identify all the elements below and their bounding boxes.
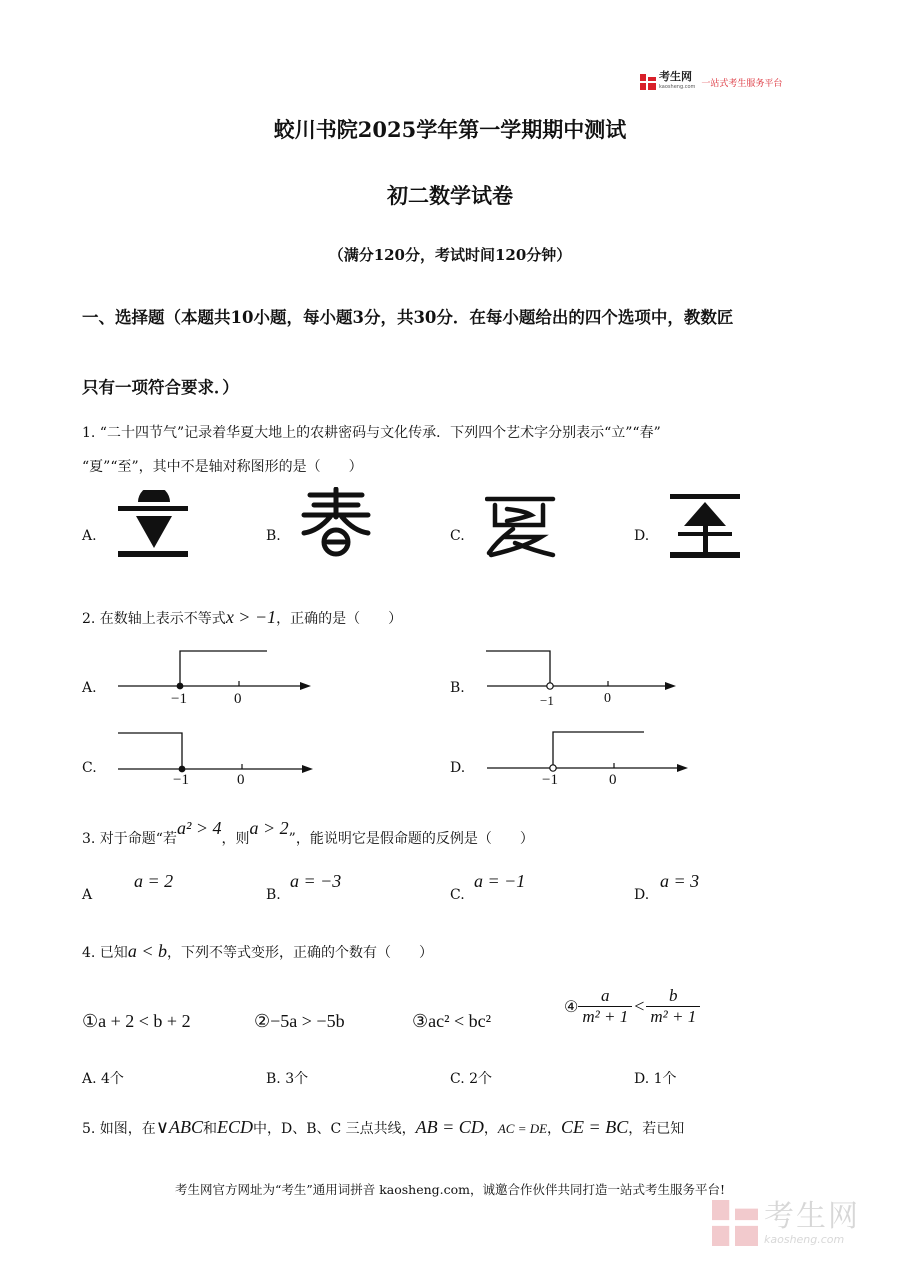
q5-triangle-ecd: ECD: [216, 1117, 253, 1137]
q1-option-b: B.: [266, 528, 281, 544]
q4-fraction-b: [646, 986, 700, 1027]
watermark-domain: kaosheng.com: [764, 1232, 845, 1246]
section-heading: 一、选择题（本题共10小题，每小题3分，共30分．在每小题给出的四个选项中，教数匠: [82, 308, 734, 327]
q4-fraction-a-den: m² + 1: [582, 1007, 629, 1026]
q1-stem: 1. “二十四节气”记录着华夏大地上的农耕密码与文化传承．下列四个艺术字分别表示“立”“春”: [82, 425, 661, 441]
q1-stem-cont: “夏”“至”，其中不是轴对称图形的是（ ）: [82, 459, 363, 475]
q4-fraction-b-num: b: [646, 986, 700, 1007]
q4-answer-a: A. 4个: [82, 1071, 124, 1087]
q5-eq2: AC = DE: [497, 1121, 548, 1136]
number-line-a: [115, 645, 315, 710]
q4-item-3: ③ac² < bc²: [412, 1011, 492, 1031]
exam-title: 蛟川书院2025学年第一学期期中测试: [273, 117, 627, 142]
q4-item-2: ②−5a > −5b: [254, 1011, 345, 1031]
q4-answer-c: C. 2个: [450, 1071, 493, 1087]
q3-stem-pre: 3. 对于命题“若: [82, 831, 177, 847]
q1-option-d: D.: [634, 528, 650, 544]
brand-domain: kaosheng.com: [659, 84, 696, 90]
brand-slogan: 一站式考生服务平台: [701, 78, 783, 89]
q3-label-d: D.: [634, 887, 650, 903]
q5-triangle-abc: ∨ABC: [155, 1117, 203, 1137]
q2-option-c: C.: [82, 760, 97, 776]
q2-stem: [82, 608, 402, 628]
number-line-d: [484, 728, 694, 788]
q4-item-1: ①a + 2 < b + 2: [82, 1011, 191, 1031]
q3-value-c: a = −1: [474, 871, 526, 891]
watermark-logo: [712, 1200, 860, 1246]
art-char-zhi: [668, 492, 742, 560]
q1-option-a: A.: [82, 528, 97, 544]
header-logo: [640, 72, 782, 92]
q3-label-a: A: [82, 887, 93, 903]
q2-stem-pre: 2. 在数轴上表示不等式: [82, 611, 226, 627]
kaosheng-logo-icon: [640, 74, 656, 90]
q3-label-b: B.: [266, 887, 281, 903]
q4-stem: [82, 942, 433, 962]
art-char-li: [116, 490, 190, 560]
watermark-brand: 考生网: [764, 1198, 860, 1234]
section-heading-cont: 只有一项符合要求．）: [82, 378, 239, 397]
brand-name: 考生网: [659, 70, 692, 83]
q3-cond2: a > 2: [249, 818, 289, 838]
q4-fraction-b-den: m² + 1: [650, 1007, 697, 1026]
number-line-b: [484, 645, 684, 710]
q4-fraction-a-num: a: [578, 986, 632, 1007]
q3-cond1: a² > 4: [176, 818, 222, 838]
q3-value-b: a = −3: [290, 871, 342, 891]
q4-item-4: [564, 986, 700, 1027]
q1-option-c: C.: [450, 528, 465, 544]
q4-stem-pre: 4. 已知: [82, 945, 128, 961]
q3-stem-post: ”，能说明它是假命题的反例是（ ）: [288, 831, 534, 847]
number-line-c: [115, 728, 320, 788]
q4-item-4-marker: ④: [564, 997, 579, 1016]
q5-tail: ，若已知: [628, 1121, 685, 1137]
q2a-tick-neg: −1: [171, 691, 187, 707]
q4-stem-post: ，下列不等式变形，正确的个数有（ ）: [166, 945, 433, 961]
q5-eq3: CE = BC: [561, 1117, 629, 1137]
q5-mid: 中，D、B、C 三点共线，: [252, 1121, 416, 1137]
q2d-tick-neg: −1: [542, 772, 558, 788]
q2-option-d: D.: [450, 760, 466, 776]
q5-eq1: AB = CD: [415, 1117, 484, 1137]
exam-meta: （满分120分，考试时间120分钟）: [328, 246, 572, 264]
q2a-tick-zero: 0: [234, 691, 242, 707]
q2-stem-post: ，正确的是（ ）: [276, 611, 403, 627]
q4-condition: a < b: [127, 941, 167, 961]
q2-inequality: x > −1: [225, 607, 277, 627]
watermark-mark-icon: [712, 1200, 758, 1246]
q2b-tick-zero: 0: [604, 691, 611, 706]
q3-mid: ，则: [221, 831, 250, 847]
art-char-chun: [300, 487, 372, 559]
q2-option-a: A.: [82, 680, 97, 696]
art-char-xia: [485, 495, 557, 559]
q2d-tick-zero: 0: [609, 772, 617, 788]
q5-and: 和: [202, 1121, 217, 1137]
q3-value-d: a = 3: [660, 871, 700, 891]
footer-text: 考生网官方网址为“考生”通用词拼音 kaosheng.com，诚邀合作伙伴共同打造一站式考生服务平台!: [174, 1182, 726, 1197]
q2c-tick-neg: −1: [173, 772, 189, 788]
q4-fraction-a: [578, 986, 632, 1027]
q4-item-4-op: <: [634, 996, 645, 1016]
q2c-tick-zero: 0: [237, 772, 245, 788]
q5-stem-pre: 5. 如图，在: [82, 1121, 156, 1137]
q3-stem: [82, 818, 534, 848]
q3-value-a: a = 2: [134, 871, 174, 891]
q5-stem: 5. 如图，在∨ABC和ECD中，D、B、C 三点共线，AB = CD，AC = DE，CE = BC，若已知: [82, 1117, 685, 1137]
q2-option-b: B.: [450, 680, 465, 696]
q3-label-c: C.: [450, 887, 465, 903]
q4-answer-b: B. 3个: [266, 1071, 309, 1087]
q2b-tick-neg: −1: [540, 693, 554, 708]
q4-answer-d: D. 1个: [634, 1071, 677, 1087]
exam-subtitle: 初二数学试卷: [387, 183, 513, 208]
